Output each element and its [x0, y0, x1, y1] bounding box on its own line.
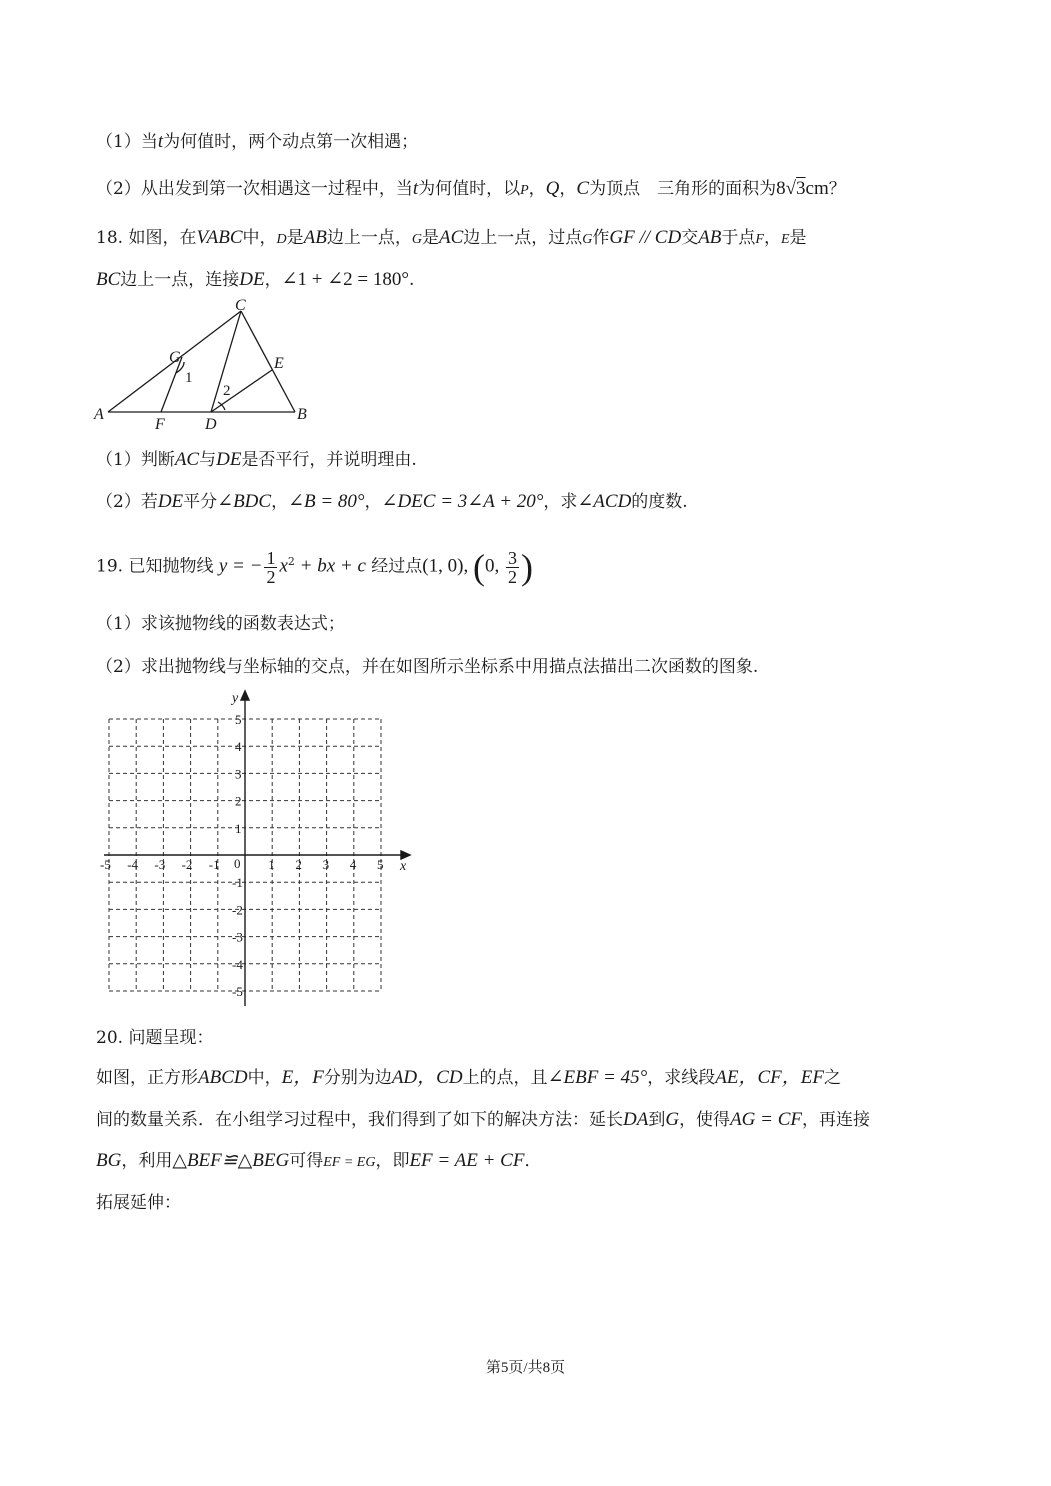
q20-line1: 如图，正方形ABCD中，E，F分别为边AD，CD上的点，且∠EBF = 45°，求线段AE，CF，EF之: [96, 1067, 841, 1088]
y-tick-label: 4: [235, 739, 242, 755]
q18-line2: BC边上一点，连接DE，∠1 + ∠2 = 180°.: [96, 269, 415, 290]
x-tick-label: 3: [322, 857, 330, 872]
x-tick-label: 2: [295, 857, 302, 872]
label-G: G: [169, 349, 181, 366]
q17-part2: （2）从出发到第一次相遇这一过程中，当t为何值时，以P，Q，C为顶点 三角形的面积为8√3cm？: [96, 178, 846, 199]
x-tick-label: 1: [268, 857, 275, 872]
q20-title: 20. 问题呈现：: [96, 1028, 214, 1048]
q19-part2: （2）求出抛物线与坐标轴的交点，并在如图所示坐标系中用描点法描出二次函数的图象.: [96, 657, 759, 677]
y-tick-label: 5: [235, 712, 242, 727]
sqrt-sign: √: [785, 178, 797, 199]
y-axis-label: y: [232, 691, 239, 706]
q17-part1: （1）当t为何值时，两个动点第一次相遇；: [96, 131, 419, 152]
q19-part1: （1）求该抛物线的函数表达式；: [96, 614, 345, 634]
y-tick-label: 1: [235, 820, 242, 836]
label-B: B: [297, 406, 307, 423]
segment-DE: [211, 370, 272, 412]
label-F: F: [155, 416, 165, 433]
segment-BC: [241, 311, 295, 412]
q18-triangle-figure: [90, 298, 320, 434]
label-angle1: 1: [185, 370, 193, 386]
q20-line2: 间的数量关系．在小组学习过程中，我们得到了如下的解决方法：延长DA到G，使得AG = CF，再连接: [96, 1109, 870, 1130]
x-tick-label: -4: [127, 857, 139, 872]
page-footer: 第5页/共8页: [485, 1360, 566, 1376]
label-angle2: 2: [223, 383, 231, 399]
q20-extension: 拓展延伸：: [96, 1193, 181, 1213]
fraction-three-halves: $\frac{3}{2}$: [507, 547, 517, 587]
axes: [104, 691, 410, 1006]
q18-line1: 18. 如图，在VABC中，D是AB边上一点，G是AC边上一点，过点G作GF // CD交AB于点F，E是: [96, 227, 807, 248]
y-tick-label: -4: [232, 956, 243, 972]
q19-coordinate-grid: [96, 688, 416, 1010]
x-axis-arrow: [401, 851, 410, 859]
y-tick-label: -3: [232, 929, 243, 945]
x-tick-label: 5: [377, 857, 384, 872]
q18-part2: （2）若DE平分∠BDC，∠B = 80°，∠DEC = 3∠A + 20°，求∠ACD的度数.: [96, 491, 688, 512]
label-E: E: [274, 355, 284, 372]
y-axis-arrow: [241, 691, 249, 700]
y-tick-label: 3: [235, 766, 242, 782]
x-tick-label: -1: [208, 857, 220, 872]
q20-line3: BG，利用△BEF≌△BEG可得EF = EG，即EF = AE + CF．: [96, 1150, 542, 1171]
q18-part1: （1）判断AC与DE是否平行，并说明理由.: [96, 449, 417, 470]
x-tick-label: -3: [154, 857, 166, 872]
fraction-half: $\frac{1}{2}$: [266, 547, 276, 587]
y-tick-label: -5: [232, 984, 243, 999]
x-tick-label: -2: [181, 857, 193, 872]
x-tick-label: -5: [100, 857, 111, 872]
y-tick-label: -2: [232, 902, 243, 918]
x-axis-label: x: [400, 859, 407, 874]
label-A: A: [94, 406, 104, 423]
y-tick-label: 2: [235, 793, 242, 809]
label-D: D: [205, 416, 217, 433]
q19-line1: 19. 已知抛物线 y = − $\frac{1}{2}$ $x^2$ + bx + c 经过点(1, 0), (0, $\frac{3}{2}$ ): [96, 547, 533, 588]
y-tick-label: -1: [232, 875, 243, 891]
label-C: C: [235, 298, 246, 314]
origin-label: 0: [234, 856, 241, 871]
x-tick-label: 4: [349, 857, 357, 872]
